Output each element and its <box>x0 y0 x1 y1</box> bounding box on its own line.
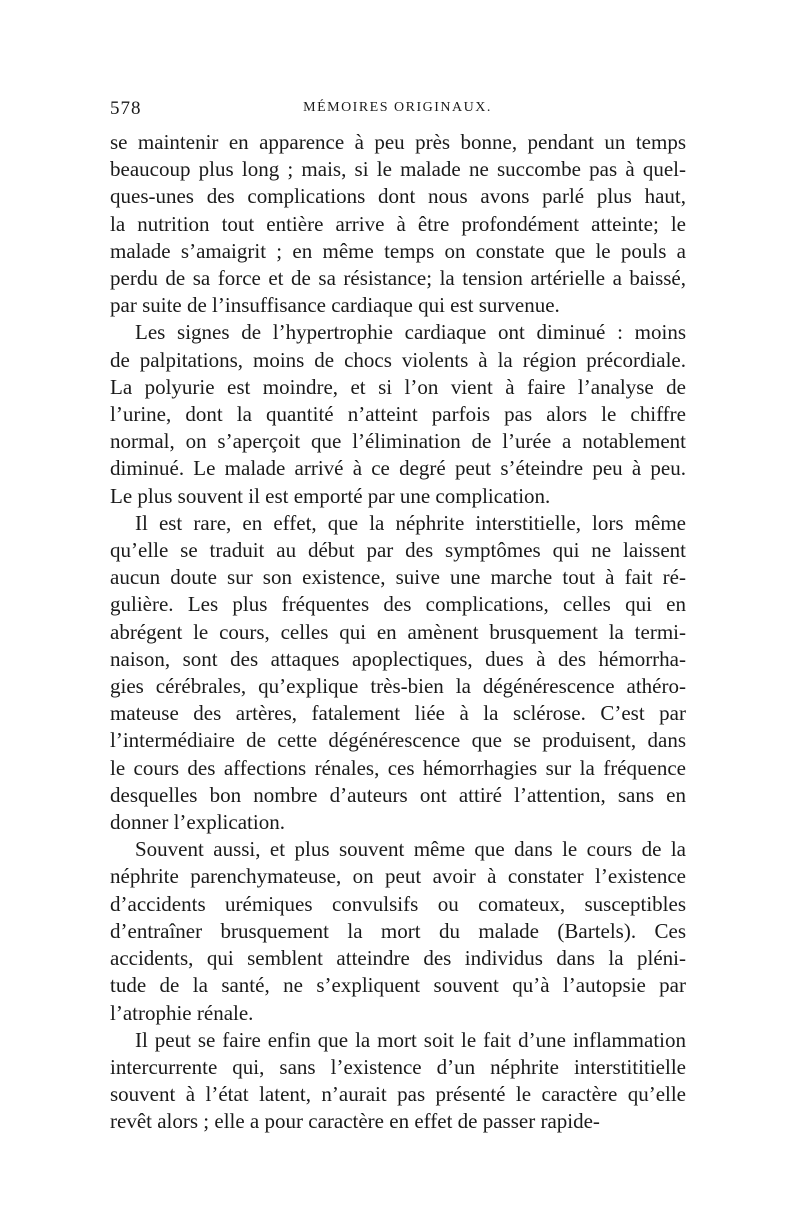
text-line: Souvent aussi, et plus souvent même que dans le cours de la <box>135 837 686 862</box>
text-line: qu’elle se traduit au début par des symptômes qui ne laissent <box>110 538 686 563</box>
text-line: l’urine, dont la quantité n’atteint parfois pas alors le chiffre <box>110 402 686 427</box>
text-line: La polyurie est moindre, et si l’on vient à faire l’analyse de <box>110 374 686 399</box>
text-line: donner l’explication. <box>110 810 285 835</box>
text-line: diminué. Le malade arrivé à ce degré peut s’éteindre peu à peu. <box>110 456 686 481</box>
text-line: ques-unes des complications dont nous avons parlé plus haut, <box>110 184 686 209</box>
text-line: Il peut se faire enfin que la mort soit le fait d’une inflammation <box>135 1027 686 1052</box>
text-line: souvent à l’état latent, n’aurait pas présenté le caractère qu’elle <box>110 1082 686 1107</box>
page-header <box>110 98 685 122</box>
text-line: accidents, qui semblent atteindre des individus dans la pléni- <box>110 946 686 971</box>
page-number: 578 <box>110 98 142 119</box>
text-line: Le plus souvent il est emporté par une complication. <box>110 483 551 508</box>
text-line: le cours des affections rénales, ces hémorrhagies sur la fréquence <box>110 755 686 780</box>
text-line: abrégent le cours, celles qui en amènent brusquement la termi- <box>110 619 686 644</box>
text-line: par suite de l’insuffisance cardiaque qui est survenue. <box>110 293 560 318</box>
text-line: intercurrente qui, sans l’existence d’un néphrite interstititielle <box>110 1054 686 1079</box>
text-line: l’atrophie rénale. <box>110 1000 254 1025</box>
text-line: gulière. Les plus fréquentes des complications, celles qui en <box>110 592 686 617</box>
text-line: se maintenir en apparence à peu près bonne, pendant un temps <box>110 130 686 154</box>
text-line: mateuse des artères, fatalement liée à la sclérose. C’est par <box>110 701 686 726</box>
text-line: tude de la santé, ne s’expliquent souvent qu’à l’autopsie par <box>110 973 686 998</box>
running-title: MÉMOIRES ORIGINAUX. <box>303 100 492 115</box>
text-line: naison, sont des attaques apoplectiques, dues à des hémorrha- <box>110 646 686 671</box>
text-line: d’entraîner brusquement la mort du malade (Bartels). Ces <box>110 918 686 943</box>
text-line: revêt alors ; elle a pour caractère en effet de passer rapide- <box>110 1109 600 1134</box>
text-line: la nutrition tout entière arrive à être profondément atteinte; le <box>110 211 686 236</box>
text-line: néphrite parenchymateuse, on peut avoir à constater l’existence <box>110 864 686 889</box>
text-line: perdu de sa force et de sa résistance; la tension artérielle a baissé, <box>110 266 686 291</box>
body-text <box>110 129 686 1136</box>
text-line: malade s’amaigrit ; en même temps on constate que le pouls a <box>110 238 686 263</box>
text-line: de palpitations, moins de chocs violents à la région précordiale. <box>110 347 686 372</box>
text-line: l’intermédiaire de cette dégénérescence que se produisent, dans <box>110 728 686 753</box>
text-line: d’accidents urémiques convulsifs ou comateux, susceptibles <box>110 891 686 916</box>
text-line: Les signes de l’hypertrophie cardiaque ont diminué : moins <box>135 320 686 345</box>
text-line: aucun doute sur son existence, suive une marche tout à fait ré- <box>110 565 686 590</box>
text-line: beaucoup plus long ; mais, si le malade ne succombe pas à quel- <box>110 157 686 182</box>
text-line: normal, on s’aperçoit que l’élimination de l’urée a notablement <box>110 429 686 454</box>
text-line: desquelles bon nombre d’auteurs ont attiré l’attention, sans en <box>110 782 686 807</box>
text-line: gies cérébrales, qu’explique très-bien la dégénérescence athéro- <box>110 674 686 699</box>
text-line: Il est rare, en effet, que la néphrite interstitielle, lors même <box>135 510 686 535</box>
